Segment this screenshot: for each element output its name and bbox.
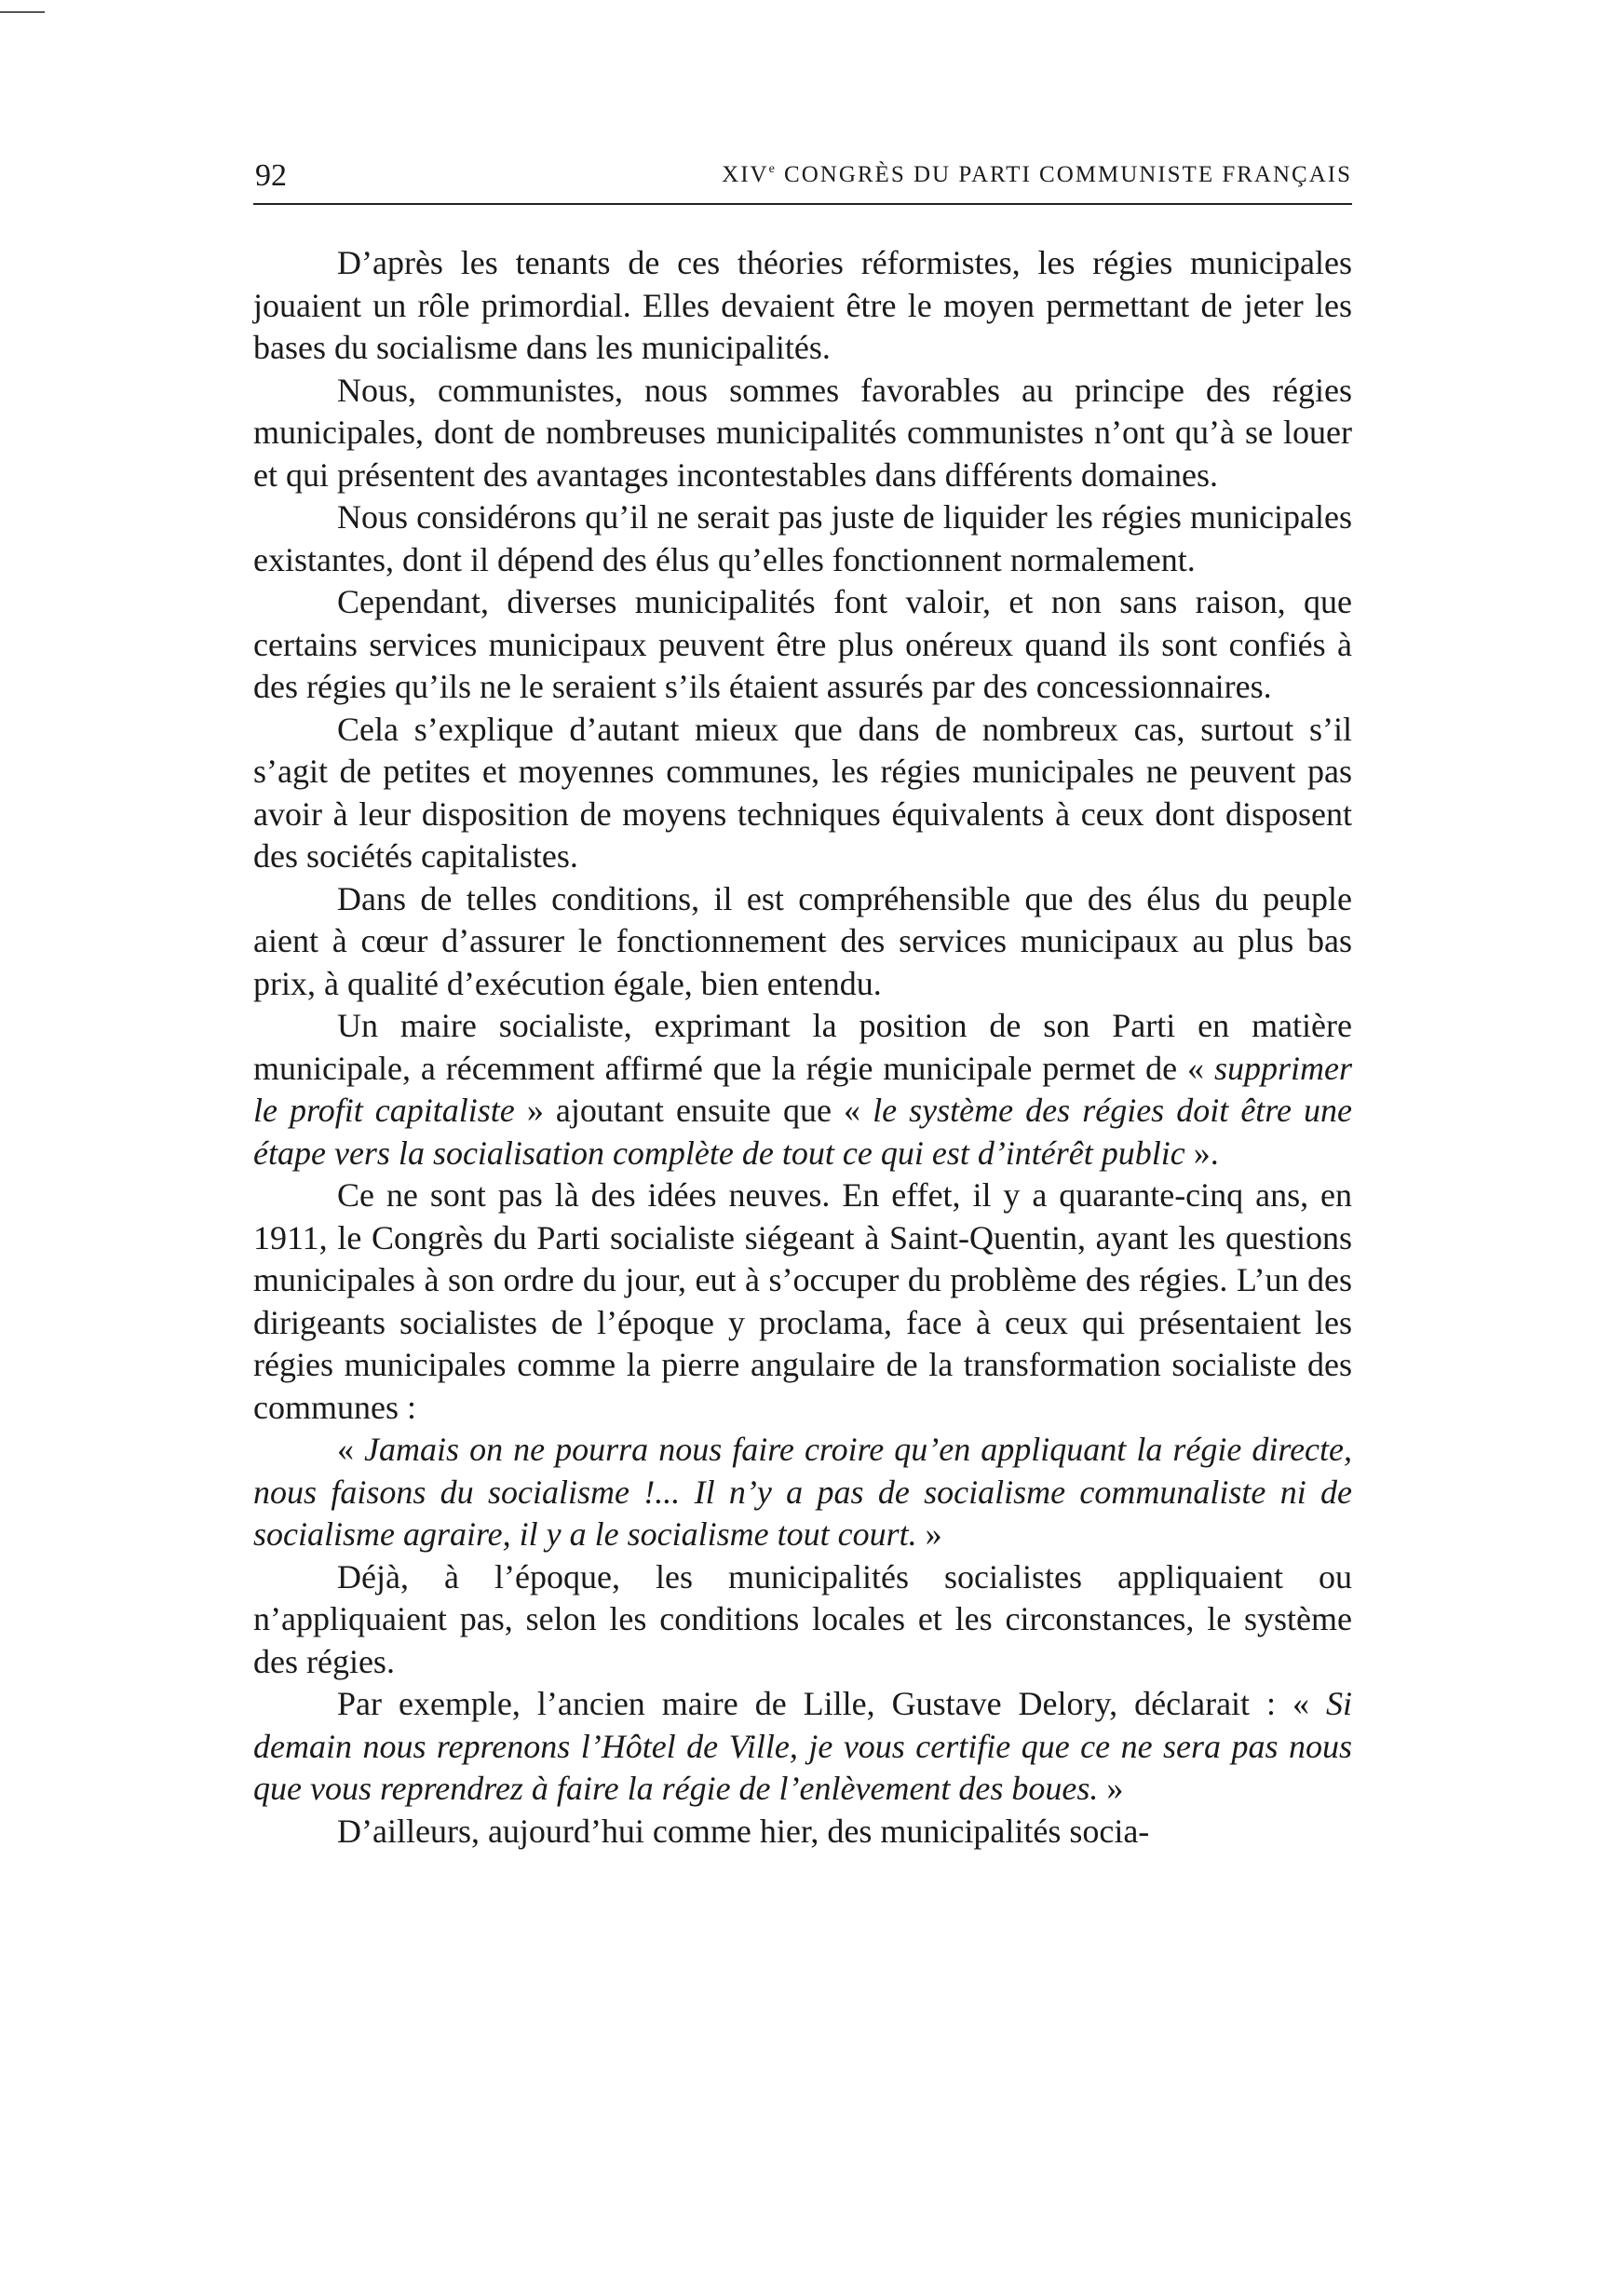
block-quote-paragraph: [253, 1429, 1352, 1556]
text-run: Nous considérons qu’il ne serait pas juste de liquider les régies municipales existantes, dont il dépend des élus qu’elles fonctionnent normalement.: [253, 498, 1352, 578]
page-number: 92: [255, 158, 287, 193]
running-title-prefix: XIV: [722, 162, 769, 187]
text-run: ».: [1184, 1134, 1219, 1172]
text-run: D’après les tenants de ces théories réformistes, les régies municipales jouaient un rôle primordial. Elles devaient être le moyen permettant de jeter les bases du socialisme dans les municipalités.: [253, 244, 1352, 366]
body-paragraph: [253, 581, 1352, 709]
text-run: Nous, communistes, nous sommes favorables au principe des régies municipales, dont de nombreuses municipalités communistes n’ont qu’à se louer et qui présentent des avantages incontestables dans différents domaines.: [253, 371, 1352, 494]
italic-run: Si demain nous reprenons l’Hôtel de Ville, je vous certifie que ce ne sera pas nous que vous reprendrez à faire la régie de l’enlèvement des boues.: [253, 1685, 1352, 1807]
body-paragraph: [253, 242, 1352, 370]
text-run: Cependant, diverses municipalités font valoir, et non sans raison, que certains services municipaux peuvent être plus onéreux quand ils sont confiés à des régies qu’ils ne le seraient s’ils étaient assurés par des concessionnaires.: [253, 583, 1352, 705]
text-run: Déjà, à l’époque, les municipalités socialistes appliquaient ou n’appliquaient pas, selon les conditions locales et les circonstances, le système des régies.: [253, 1557, 1352, 1680]
text-run: Ce ne sont pas là des idées neuves. En effet, il y a quarante-cinq ans, en 1911, le Congrès du Parti socialiste siégeant à Saint-Quentin, ayant les questions municipales à son ordre du jour, eut à s’occuper du problème des régies. L’un des dirigeants socialistes de l’époque y proclama, face à ceux qui présentaient les régies municipales comme la pierre angulaire de la transformation socialiste des communes :: [253, 1176, 1352, 1426]
body-paragraph: [253, 496, 1352, 581]
running-title-superscript: e: [768, 162, 777, 176]
running-title-text: CONGRÈS DU PARTI COMMUNISTE FRANÇAIS: [776, 162, 1352, 187]
text-run: Dans de telles conditions, il est compréhensible que des élus du peuple aient à cœur d’assurer le fonctionnement des services municipaux au plus bas prix, à qualité d’exécution égale, bien entendu.: [253, 879, 1352, 1002]
text-run: Par exemple, l’ancien maire de Lille, Gustave Delory, déclarait : «: [337, 1685, 1326, 1722]
running-title: [722, 162, 1352, 188]
scan-edge-mark: [0, 11, 45, 13]
body-paragraph: [253, 1683, 1352, 1811]
italic-run: Jamais on ne pourra nous faire croire qu’en appliquant la régie directe, nous faisons du socialisme !... Il n’y a pas de socialisme communaliste ni de socialisme agraire, il y a le socialisme tout court.: [253, 1431, 1353, 1553]
body-paragraph: [253, 1556, 1352, 1684]
body-paragraph: [253, 370, 1352, 497]
text-run: » ajoutant ensuite que «: [514, 1092, 873, 1129]
body-text: [253, 242, 1352, 1853]
text-run: Cela s’explique d’autant mieux que dans de nombreux cas, surtout s’il s’agit de petites et moyennes communes, les régies municipales ne peuvent pas avoir à leur disposition de moyens techniques équivalents à ceux dont disposent des sociétés capitalistes.: [253, 710, 1352, 875]
body-paragraph: [253, 1811, 1352, 1854]
text-run: «: [337, 1431, 365, 1468]
text-run: »: [916, 1515, 942, 1553]
italic-run: le système des régies doit être une étape vers la socialisation complète de tout ce qui est d’intérêt public: [253, 1092, 1352, 1172]
italic-run: supprimer le profit capitaliste: [253, 1049, 1352, 1129]
text-run: »: [1098, 1770, 1124, 1807]
book-page: [253, 149, 1352, 1853]
text-run: D’ailleurs, aujourd’hui comme hier, des municipalités socia-: [337, 1812, 1150, 1850]
body-paragraph: [253, 709, 1352, 878]
page-header: [253, 149, 1352, 205]
body-paragraph: [253, 878, 1352, 1006]
text-run: Un maire socialiste, exprimant la position de son Parti en matière municipale, a récemment affirmé que la régie municipale permet de «: [253, 1007, 1352, 1087]
body-paragraph: [253, 1005, 1352, 1175]
body-paragraph: [253, 1175, 1352, 1429]
